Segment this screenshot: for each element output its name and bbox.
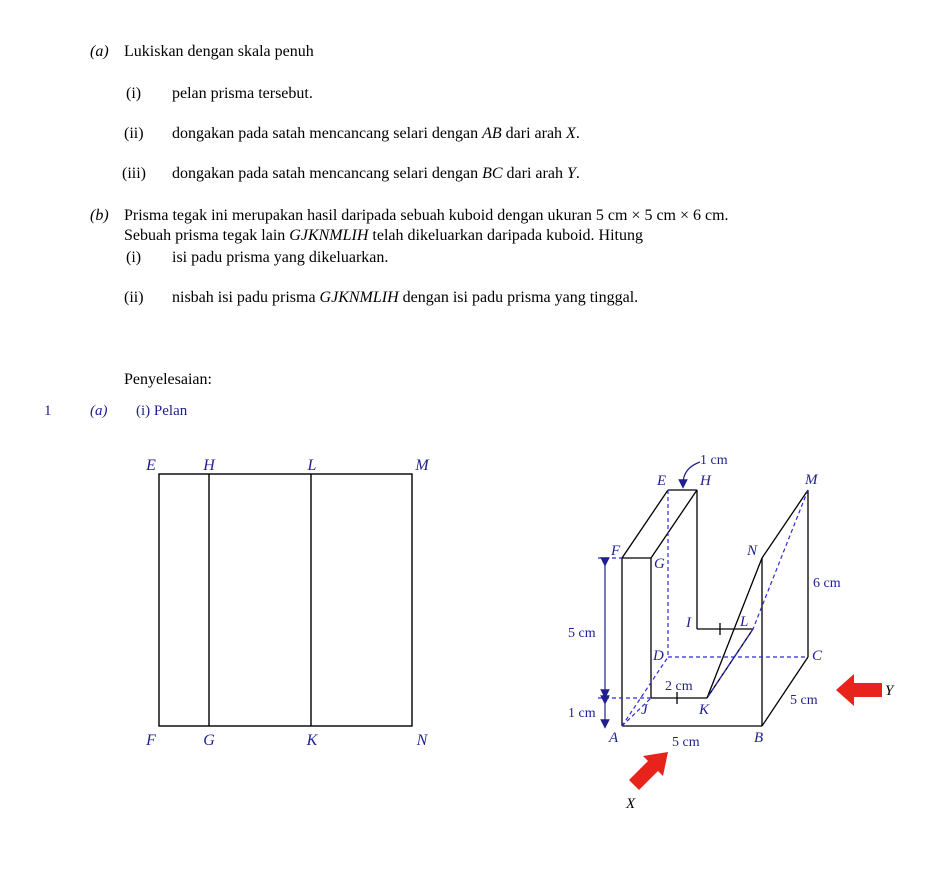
plan-label-h: H xyxy=(203,457,215,474)
solution-heading: Penyelesaian: xyxy=(124,371,212,388)
solution-plan-label: (i) Pelan xyxy=(136,403,188,419)
part-a-intro: Lukiskan dengan skala penuh xyxy=(124,43,314,60)
prism-label-h: H xyxy=(700,473,711,489)
part-b-item-2-num: (ii) xyxy=(124,289,144,306)
prism-label-b: B xyxy=(754,730,764,746)
part-b-item-2-text: nisbah isi padu prisma GJKNMLIH dengan isi padu prisma yang tinggal. xyxy=(172,289,639,306)
dim-label-width: 5 cm xyxy=(672,735,700,750)
part-b-line2: Sebuah prisma tegak lain GJKNMLIH telah dikeluarkan daripada kuboid. Hitung xyxy=(124,227,643,244)
prism-label-e: E xyxy=(657,473,667,489)
part-a-marker: (a) xyxy=(90,43,109,60)
part-b-line1: Prisma tegak ini merupakan hasil daripada sebuah kuboid dengan ukuran 5 cm × 5 cm × 6 cm. xyxy=(124,207,729,224)
part-b-item-1-text: isi padu prisma yang dikeluarkan. xyxy=(172,249,389,266)
dim-arrow-1cm-top xyxy=(683,462,700,484)
plan-label-k: K xyxy=(306,732,318,749)
prism-label-f: F xyxy=(611,543,621,559)
part-b-item-1-num: (i) xyxy=(126,249,142,266)
dim-label-depth: 5 cm xyxy=(790,693,818,708)
direction-label-y: Y xyxy=(885,683,894,699)
prism-label-d: D xyxy=(653,648,664,664)
part-a-item-3-num: (iii) xyxy=(122,165,146,182)
arrow-x-icon xyxy=(629,752,668,790)
plan-labels xyxy=(145,457,430,749)
prism-label-a: A xyxy=(609,730,619,746)
direction-arrow-y xyxy=(836,674,895,706)
prism-diagram xyxy=(568,453,895,812)
prism-label-l: L xyxy=(740,614,749,630)
part-a-item-1-num: (i) xyxy=(126,85,142,102)
plan-label-n: N xyxy=(416,732,428,749)
direction-label-x: X xyxy=(626,796,636,812)
plan-drawing xyxy=(159,474,412,726)
dim-label-top-gap: 1 cm xyxy=(700,453,728,468)
part-a-item-2-num: (ii) xyxy=(124,125,144,142)
plan-label-g: G xyxy=(203,732,215,749)
arrow-y-icon xyxy=(836,674,882,706)
prism-label-i: I xyxy=(686,615,691,631)
prism-label-m: M xyxy=(805,472,818,488)
direction-arrow-x xyxy=(625,752,668,812)
solution-part: (a) xyxy=(90,403,108,419)
plan-outline xyxy=(159,474,412,726)
dim-label-height-left: 5 cm xyxy=(568,626,596,641)
dim-label-height-back: 6 cm xyxy=(813,576,841,591)
prism-solid-edges xyxy=(622,490,808,726)
plan-label-l: L xyxy=(307,457,317,474)
prism-label-k: K xyxy=(699,702,710,718)
part-a-item-2-text: dongakan pada satah mencancang selari dengan AB dari arah X. xyxy=(172,125,580,142)
part-a-item-3-text: dongakan pada satah mencancang selari dengan BC dari arah Y. xyxy=(172,165,580,182)
plan-label-f: F xyxy=(146,732,156,749)
dim-label-base-left: 1 cm xyxy=(568,706,596,721)
prism-label-n: N xyxy=(747,543,758,559)
part-b-marker: (b) xyxy=(90,207,109,224)
plan-label-m: M xyxy=(415,457,429,474)
solution-question-num: 1 xyxy=(44,403,52,419)
part-a-item-1-text: pelan prisma tersebut. xyxy=(172,85,313,102)
dim-label-inner: 2 cm xyxy=(665,679,693,694)
prism-hidden-edges xyxy=(598,490,808,726)
plan-label-e: E xyxy=(146,457,156,474)
prism-label-c: C xyxy=(812,648,823,664)
prism-label-j: J xyxy=(641,702,648,718)
prism-label-g: G xyxy=(654,556,665,572)
